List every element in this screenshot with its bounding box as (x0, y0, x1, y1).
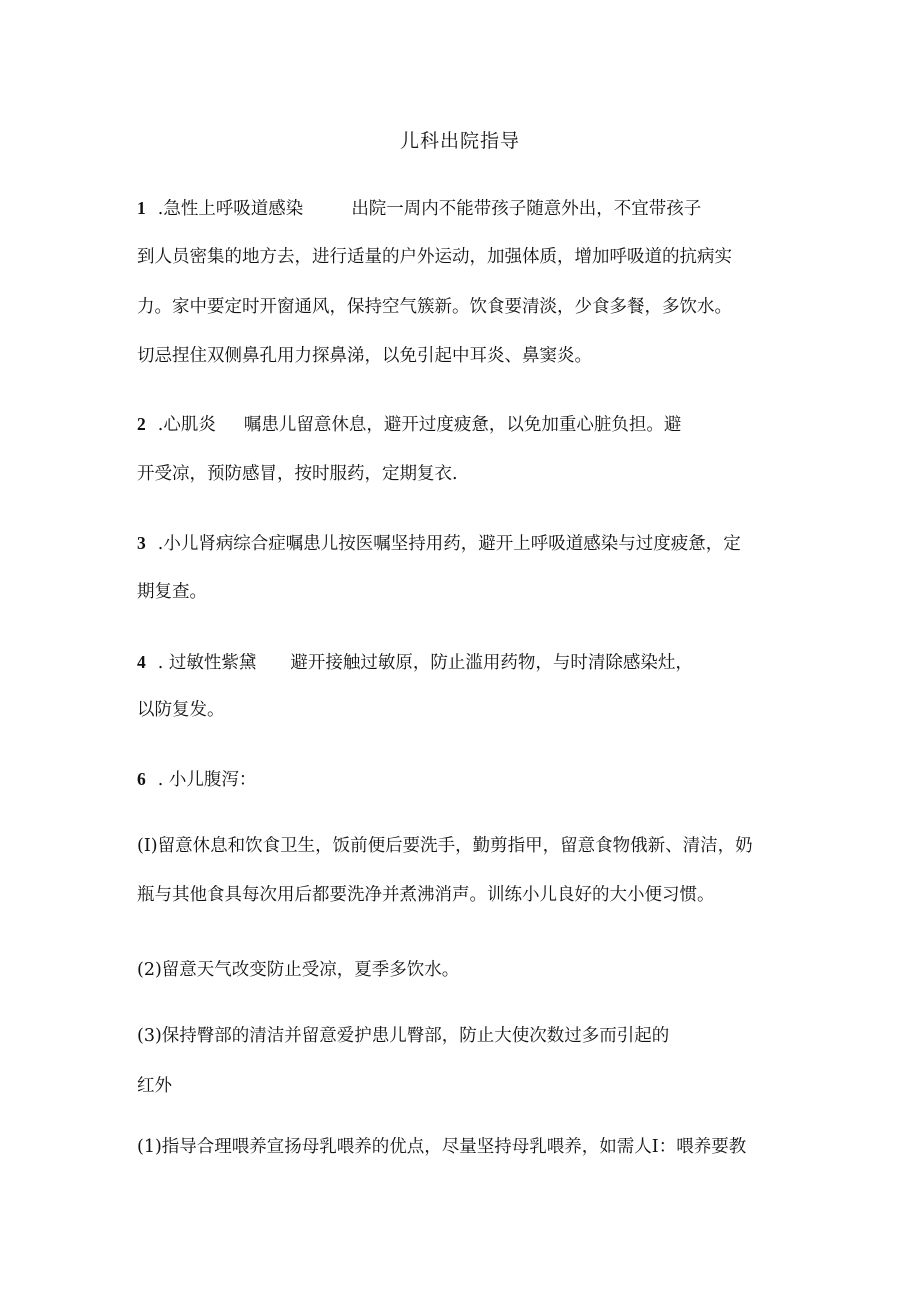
section-number: 1 (137, 198, 146, 218)
section-3-line-1 (137, 531, 741, 556)
section-1-line-2: 到人员密集的地方去，进行适量的户外运动，加强体质，增加呼吸道的抗病实 (137, 247, 732, 267)
section-heading: . 过敏性紫黛 (157, 653, 257, 673)
section-text: 出院一周内不能带孩子随意外出，不宜带孩子 (351, 199, 702, 219)
section-1-line-3: 力。家中要定时开窗通风，保持空气簇新。饮食要清淡，少食多餐，多饮水。 (137, 297, 732, 317)
diarrhea-item-3-line-1: (3)保持臀部的清洁并留意爱护患儿臀部，防止大使次数过多而引起的 (137, 1026, 670, 1046)
section-1-line-4: 切忌捏住双侧鼻孔用力探鼻涕，以免引起中耳炎、鼻窦炎。 (137, 346, 592, 366)
section-text: 避开接触过敏原，防止滥用药物，与时清除感染灶， (290, 653, 693, 673)
section-heading: .小儿肾病综合症嘱患儿按医嘱坚持用药，避开上呼吸道感染与过度疲惫，定 (157, 534, 741, 554)
diarrhea-item-4-line-1: (1)指导合理喂养宣扬母乳喂养的优点，尽量坚持母乳喂养，如需人I：喂养要教 (137, 1137, 747, 1157)
section-text: 嘱患儿留意休息，避开过度疲惫，以免加重心脏负担。避 (243, 415, 682, 435)
page-title: 儿科出院指导 (399, 130, 520, 152)
section-2-line-2: 开受凉，预防感冒，按时服药，定期复衣. (137, 464, 458, 484)
diarrhea-item-2-line-1: (2)留意天气改变防止受凉，夏季多饮水。 (137, 960, 460, 980)
section-2-line-1 (137, 412, 681, 437)
section-1-line-1 (137, 196, 701, 221)
section-number: 2 (137, 414, 146, 434)
diarrhea-item-1-line-2: 瓶与其他食具每次用后都要洗净并煮沸消声。训练小儿良好的大小便习惯。 (137, 885, 715, 905)
section-6-line-1 (137, 767, 256, 792)
section-heading: . 小儿腹泻： (157, 770, 257, 790)
section-number: 4 (137, 652, 146, 672)
section-4-line-1 (137, 650, 693, 675)
section-number: 6 (137, 769, 146, 789)
diarrhea-item-3-line-2: 红外 (137, 1076, 172, 1096)
section-number: 3 (137, 533, 146, 553)
section-4-line-2: 以防复发。 (137, 700, 225, 720)
section-heading: .急性上呼吸道感染 (157, 199, 304, 219)
section-heading: .心肌炎 (157, 415, 216, 435)
diarrhea-item-1-line-1: (I)留意休息和饮食卫生，饭前便后要洗手，勤剪指甲，留意食物俄新、清洁，奶 (137, 836, 753, 856)
section-3-line-2: 期复查。 (137, 582, 207, 602)
